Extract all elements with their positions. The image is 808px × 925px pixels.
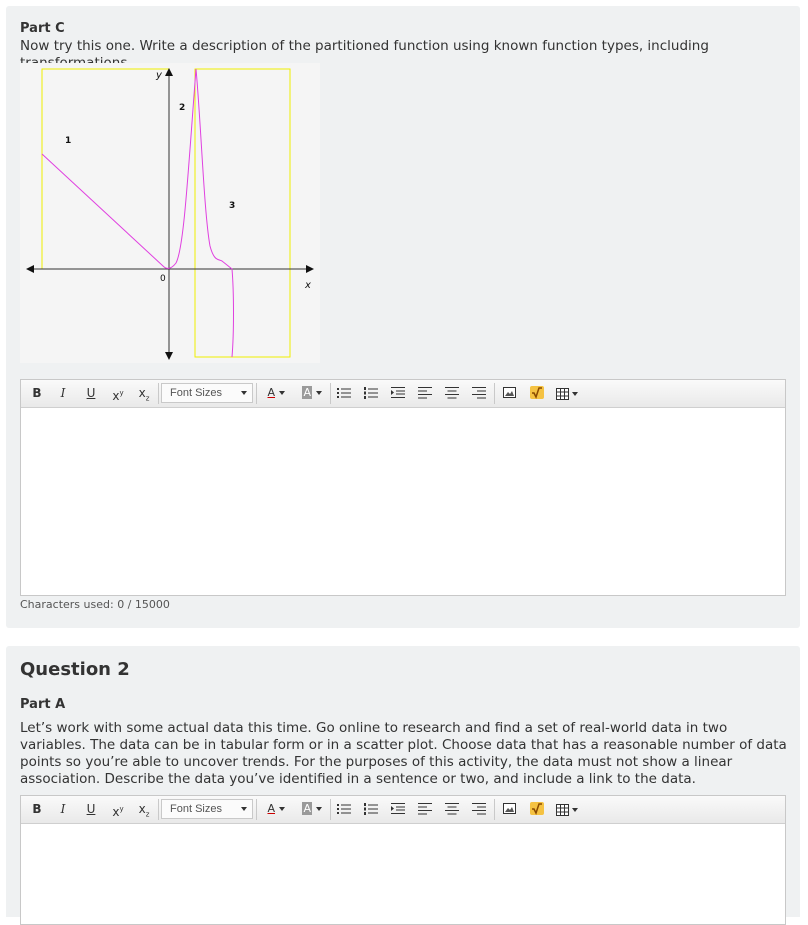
underline-button[interactable]: U — [86, 386, 96, 400]
question-card-part-c — [6, 6, 800, 628]
highlight-color-button[interactable] — [297, 384, 327, 402]
insert-equation-button[interactable] — [525, 384, 549, 402]
insert-equation-button[interactable] — [525, 800, 549, 818]
chevron-down-icon — [316, 807, 322, 811]
region-3-box — [195, 69, 290, 357]
toolbar-divider — [494, 383, 495, 404]
x-axis-label: x — [305, 280, 311, 291]
align-center-icon — [445, 803, 459, 815]
question-2-title: Question 2 — [20, 659, 130, 680]
part-a-title: Part A — [20, 697, 66, 712]
bold-button[interactable]: B — [32, 802, 42, 816]
image-icon — [503, 803, 516, 814]
indent-button[interactable] — [387, 384, 409, 402]
superscript-label: x — [112, 805, 120, 819]
toolbar-divider — [330, 383, 331, 404]
superscript-label: x — [112, 389, 120, 403]
table-icon — [556, 388, 569, 400]
numbered-list-button[interactable] — [360, 384, 382, 402]
region-2-label: 2 — [179, 103, 186, 113]
bullet-list-button[interactable] — [333, 384, 355, 402]
font-color-label: A — [267, 802, 276, 815]
editor-toolbar — [21, 796, 785, 824]
align-left-button[interactable] — [414, 384, 436, 402]
toolbar-divider — [494, 799, 495, 820]
partitioned-function-curve — [42, 69, 234, 357]
chevron-down-icon — [241, 807, 247, 811]
function-graph — [20, 63, 320, 363]
bullet-list-button[interactable] — [333, 800, 355, 818]
toolbar-divider — [330, 799, 331, 820]
bold-button[interactable]: B — [32, 386, 42, 400]
chevron-down-icon — [279, 391, 285, 395]
font-color-label: A — [267, 386, 276, 399]
chevron-down-icon — [241, 391, 247, 395]
subscript-button[interactable] — [133, 800, 155, 818]
align-left-icon — [418, 803, 432, 815]
chevron-down-icon — [572, 392, 578, 396]
part-c-rich-text-editor — [20, 379, 786, 596]
subscript-label: x — [138, 386, 146, 400]
insert-table-button[interactable] — [553, 384, 581, 402]
toolbar-divider — [256, 799, 257, 820]
superscript-button[interactable] — [107, 384, 129, 402]
bullet-list-icon — [337, 803, 351, 815]
y-axis-label: y — [156, 70, 162, 81]
subscript-button[interactable] — [133, 384, 155, 402]
indent-button[interactable] — [387, 800, 409, 818]
superscript-mark: y — [119, 805, 124, 813]
region-1-box — [42, 69, 169, 269]
subscript-mark: z — [145, 810, 150, 819]
table-icon — [556, 804, 569, 816]
insert-table-button[interactable] — [553, 800, 581, 818]
chevron-down-icon — [572, 808, 578, 812]
highlight-color-label: A — [303, 386, 312, 399]
part-c-title: Part C — [20, 21, 65, 36]
align-center-icon — [445, 387, 459, 399]
bullet-list-icon — [337, 387, 351, 399]
x-axis-right-arrow — [306, 265, 314, 273]
numbered-list-button[interactable] — [360, 800, 382, 818]
font-sizes-label: Font Sizes — [170, 387, 222, 399]
part-a-answer-textarea[interactable] — [21, 824, 785, 924]
part-c-prompt: Now try this one. Write a description of the partitioned function using known function types, including — [20, 38, 709, 54]
subscript-label: x — [138, 802, 146, 816]
toolbar-divider — [158, 799, 159, 820]
part-c-answer-textarea[interactable] — [21, 408, 785, 596]
font-color-button[interactable] — [261, 800, 291, 818]
function-graph-svg — [20, 63, 320, 363]
align-right-icon — [472, 803, 486, 815]
image-icon — [503, 387, 516, 398]
toolbar-divider — [158, 383, 159, 404]
superscript-button[interactable] — [107, 800, 129, 818]
chevron-down-icon — [279, 807, 285, 811]
align-left-icon — [418, 387, 432, 399]
square-root-icon — [530, 386, 544, 399]
font-sizes-dropdown[interactable] — [161, 383, 253, 403]
highlight-color-label: A — [303, 802, 312, 815]
highlight-color-button[interactable] — [297, 800, 327, 818]
numbered-list-icon — [364, 387, 378, 399]
numbered-list-icon — [364, 803, 378, 815]
underline-button[interactable]: U — [86, 802, 96, 816]
toolbar-divider — [256, 383, 257, 404]
subscript-mark: z — [145, 394, 150, 403]
x-axis-left-arrow — [26, 265, 34, 273]
part-a-prompt: Let’s work with some actual data this time. Go online to research and find a set of real-world data in two variables. The data can be in tabular form or in a scatter plot. Choose data that has a reasonable number of data points so you’re able to uncover trends. For the purposes of this activity, the data must not show a linear association. Describe the data you’ve identified in a sentence or two, and include a link to the data. — [20, 720, 787, 787]
part-a-rich-text-editor — [20, 795, 786, 925]
question-card-question-2 — [6, 646, 800, 917]
editor-toolbar — [21, 380, 785, 408]
y-axis-down-arrow — [165, 352, 173, 360]
square-root-icon — [530, 802, 544, 815]
character-counter: Characters used: 0 / 15000 — [20, 598, 170, 611]
align-center-button[interactable] — [441, 384, 463, 402]
indent-icon — [391, 803, 405, 815]
font-sizes-dropdown[interactable] — [161, 799, 253, 819]
indent-icon — [391, 387, 405, 399]
insert-image-button[interactable] — [497, 800, 521, 818]
align-left-button[interactable] — [414, 800, 436, 818]
italic-button[interactable]: I — [60, 386, 66, 400]
italic-button[interactable]: I — [60, 802, 66, 816]
align-right-button[interactable] — [468, 384, 490, 402]
align-right-icon — [472, 387, 486, 399]
align-center-button[interactable] — [441, 800, 463, 818]
insert-image-button[interactable] — [497, 384, 521, 402]
region-3-label: 3 — [229, 201, 236, 211]
font-color-button[interactable] — [261, 384, 291, 402]
align-right-button[interactable] — [468, 800, 490, 818]
chevron-down-icon — [316, 391, 322, 395]
region-1-label: 1 — [65, 136, 72, 146]
superscript-mark: y — [119, 389, 124, 397]
origin-label: 0 — [160, 274, 166, 284]
font-sizes-label: Font Sizes — [170, 803, 222, 815]
